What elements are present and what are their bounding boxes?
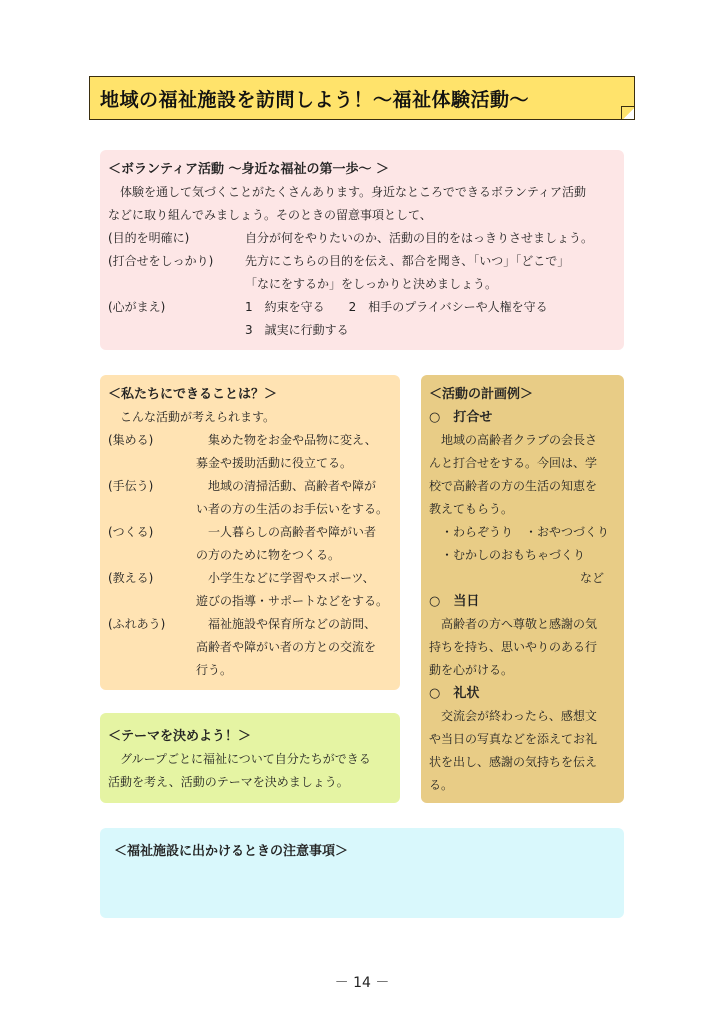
cando-item-text: 募金や援助活動に役立てる。 <box>196 456 353 470</box>
cando-item-label <box>108 544 196 567</box>
volunteer-item-text: 「なにをするか」をしっかりと決めましょう。 <box>245 277 498 291</box>
cando-item-text: 高齢者や障がい者の方との交流を <box>196 640 377 654</box>
cando-item-text: 小学生などに学習やスポーツ、 <box>196 571 375 585</box>
volunteer-item-text: 1 約束を守る 2 相手のプライバシーや人権を守る <box>245 300 548 314</box>
plan-section-title: ○ 当日 <box>429 594 480 609</box>
plan-section-title: ○ 礼状 <box>429 686 480 701</box>
plan-heading: ＜活動の計画例＞ <box>429 387 534 402</box>
plan-line: 状を出し、感謝の気持ちを伝え <box>429 755 598 769</box>
cando-item-text: 一人暮らしの高齢者や障がい者 <box>196 525 377 539</box>
notes-panel <box>100 828 624 918</box>
plan-line: 高齢者の方へ尊敬と感謝の気 <box>429 617 598 631</box>
cando-item <box>108 475 394 498</box>
volunteer-item-label: (心がまえ) <box>108 300 166 314</box>
volunteer-item <box>108 296 616 319</box>
cando-item-text: い者の方の生活のお手伝いをする。 <box>196 502 389 516</box>
volunteer-item-label <box>108 273 245 296</box>
volunteer-intro-1: 体験を通して気づくことがたくさんあります。身近なところでできるボランティア活動 <box>120 185 586 199</box>
theme-heading: ＜テーマを決めよう！＞ <box>108 729 252 744</box>
plan-etc: など <box>579 571 604 585</box>
cando-item <box>108 613 394 636</box>
cando-item-label <box>108 590 196 613</box>
plan-line: んと打合せをする。今回は、学 <box>429 456 598 470</box>
plan-line: ・わらぞうり ・おやつづくり <box>441 525 610 539</box>
cando-item <box>108 498 394 521</box>
page-title <box>89 76 635 120</box>
cando-item-label <box>108 498 196 521</box>
cando-item-label: (手伝う) <box>108 479 154 493</box>
theme-line-1: グループごとに福祉について自分たちができる <box>108 752 371 766</box>
cando-item <box>108 567 394 590</box>
plan-line: 教えてもらう。 <box>429 502 514 516</box>
plan-line: や当日の写真などを添えてお礼 <box>429 732 598 746</box>
cando-item-text: 福祉施設や保育所などの訪問、 <box>196 617 377 631</box>
volunteer-panel <box>100 150 624 350</box>
volunteer-item-text: 3 誠実に行動する <box>245 323 349 337</box>
cando-item-label <box>108 452 196 475</box>
volunteer-item <box>108 250 616 273</box>
cando-panel <box>100 375 400 690</box>
volunteer-item <box>108 227 616 250</box>
volunteer-intro-2: などに取り組んでみましょう。そのときの留意事項として、 <box>108 208 432 222</box>
cando-heading: ＜私たちにできることは？＞ <box>108 387 278 402</box>
cando-intro: こんな活動が考えられます。 <box>120 410 276 424</box>
volunteer-item-label <box>108 319 245 342</box>
plan-line: 交流会が終わったら、感想文 <box>429 709 597 723</box>
volunteer-item-label: (打合せをしっかり) <box>108 254 214 268</box>
theme-line-2: 活動を考え、活動のテーマを決めましょう。 <box>108 775 349 789</box>
plan-line: 動を心がける。 <box>429 663 514 677</box>
volunteer-item <box>108 319 616 342</box>
cando-item-text: 集めた物をお金や品物に変え、 <box>196 433 377 447</box>
cando-item-label: (教える) <box>108 571 154 585</box>
page-title-text: 地域の福祉施設を訪問しよう！〜福祉体験活動〜 <box>100 88 530 111</box>
cando-item <box>108 659 394 682</box>
cando-item-label: (つくる) <box>108 525 154 539</box>
cando-item <box>108 544 394 567</box>
cando-item-text: の方のために物をつくる。 <box>196 548 341 562</box>
notes-heading: ＜福祉施設に出かけるときの注意事項＞ <box>114 844 349 859</box>
plan-line: ・むかしのおもちゃづくり <box>441 548 586 562</box>
cando-item <box>108 452 394 475</box>
cando-item-text: 遊びの指導・サポートなどをする。 <box>196 594 389 608</box>
page-number: － 14 － <box>334 975 390 991</box>
cando-item-label <box>108 659 196 682</box>
cando-item <box>108 429 394 452</box>
cando-item-label <box>108 636 196 659</box>
volunteer-heading: ＜ボランティア活動 〜身近な福祉の第一歩〜 ＞ <box>108 162 390 177</box>
volunteer-item-label: (目的を明確に) <box>108 231 190 245</box>
banner-fold-corner <box>621 106 635 120</box>
volunteer-item-text: 自分が何をやりたいのか、活動の目的をはっきりさせましょう。 <box>245 231 594 245</box>
plan-panel <box>421 375 624 803</box>
cando-item <box>108 521 394 544</box>
cando-item-text: 行う。 <box>196 663 233 677</box>
cando-item-text: 地域の清掃活動、高齢者や障が <box>196 479 377 493</box>
volunteer-item <box>108 273 616 296</box>
plan-line: 地域の高齢者クラブの会長さ <box>429 433 598 447</box>
cando-item <box>108 636 394 659</box>
cando-item-label: (集める) <box>108 433 154 447</box>
volunteer-item-text: 先方にこちらの目的を伝え、都合を聞き、「いつ」「どこで」 <box>245 254 570 268</box>
plan-section-title: ○ 打合せ <box>429 410 493 425</box>
plan-line: 持ちを持ち、思いやりのある行 <box>429 640 598 654</box>
plan-line: る。 <box>429 778 454 792</box>
cando-item-label: (ふれあう) <box>108 617 166 631</box>
cando-item <box>108 590 394 613</box>
theme-panel <box>100 713 400 803</box>
plan-line: 校で高齢者の方の生活の知恵を <box>429 479 598 493</box>
